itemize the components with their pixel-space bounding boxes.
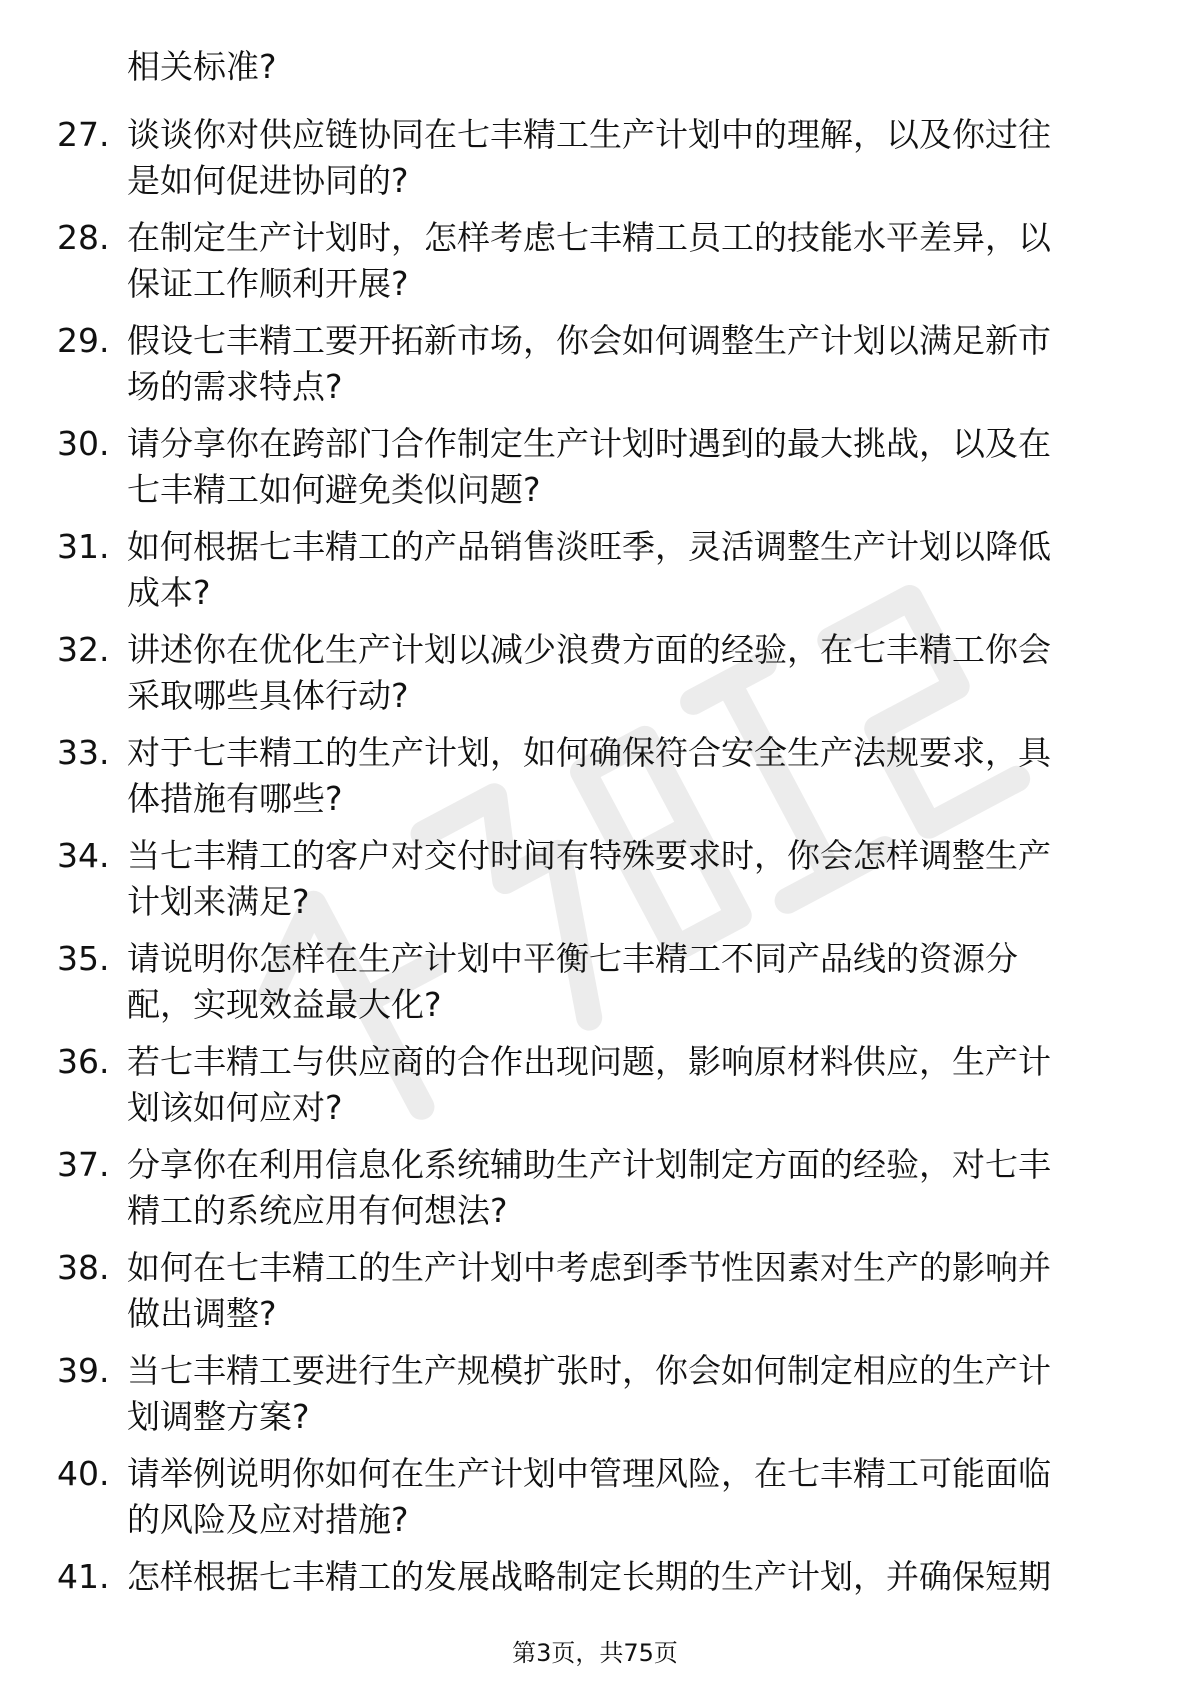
question-text-line: 成本? — [127, 573, 211, 612]
question-text — [127, 936, 1107, 1028]
question-text — [127, 1142, 1107, 1234]
question-text-line: 场的需求特点? — [127, 367, 343, 406]
question-text — [127, 627, 1107, 719]
question-text-line: 体措施有哪些? — [127, 779, 343, 818]
question-text-line: 若七丰精工与供应商的合作出现问题，影响原材料供应，生产计 — [127, 1042, 1051, 1081]
question-item — [0, 833, 1190, 936]
question-text-line: 怎样根据七丰精工的发展战略制定长期的生产计划，并确保短期 — [127, 1557, 1051, 1596]
question-number: 33. — [57, 733, 110, 772]
question-item — [0, 1348, 1190, 1451]
question-number: 27. — [57, 115, 110, 154]
question-item — [0, 524, 1190, 627]
question-text — [127, 1039, 1107, 1131]
question-number: 35. — [57, 939, 110, 978]
question-text-line: 当七丰精工要进行生产规模扩张时，你会如何制定相应的生产计 — [127, 1351, 1051, 1390]
question-text-line: 当七丰精工的客户对交付时间有特殊要求时，你会怎样调整生产 — [127, 836, 1051, 875]
question-number: 38. — [57, 1248, 110, 1287]
question-text-line: 假设七丰精工要开拓新市场，你会如何调整生产计划以满足新市 — [127, 321, 1051, 360]
continued-question-text: 相关标准? — [127, 47, 277, 86]
question-item — [0, 318, 1190, 421]
question-text-line: 的风险及应对措施? — [127, 1500, 409, 1539]
question-text — [127, 318, 1107, 410]
question-number: 39. — [57, 1351, 110, 1390]
question-text-line: 划该如何应对? — [127, 1088, 343, 1127]
question-text — [127, 1554, 1107, 1600]
question-item — [0, 215, 1190, 318]
question-text — [127, 1348, 1107, 1440]
question-text-line: 谈谈你对供应链协同在七丰精工生产计划中的理解，以及你过往 — [127, 115, 1051, 154]
question-item — [0, 421, 1190, 524]
question-number: 29. — [57, 321, 110, 360]
question-text-line: 请举例说明你如何在生产计划中管理风险，在七丰精工可能面临 — [127, 1454, 1051, 1493]
question-number: 31. — [57, 527, 110, 566]
question-item — [0, 1039, 1190, 1142]
question-text — [127, 524, 1107, 616]
question-text — [127, 112, 1107, 204]
question-text-line: 分享你在利用信息化系统辅助生产计划制定方面的经验，对七丰 — [127, 1145, 1051, 1184]
question-number: 41. — [57, 1557, 110, 1596]
question-number: 28. — [57, 218, 110, 257]
question-item — [0, 627, 1190, 730]
question-text-line: 讲述你在优化生产计划以减少浪费方面的经验，在七丰精工你会 — [127, 630, 1051, 669]
question-text-line: 七丰精工如何避免类似问题? — [127, 470, 541, 509]
question-list — [0, 112, 1190, 1657]
question-text-line: 如何在七丰精工的生产计划中考虑到季节性因素对生产的影响并 — [127, 1248, 1051, 1287]
question-number: 36. — [57, 1042, 110, 1081]
question-text — [127, 1451, 1107, 1543]
question-item — [0, 730, 1190, 833]
question-text — [127, 730, 1107, 822]
question-item — [0, 1142, 1190, 1245]
question-text-line: 采取哪些具体行动? — [127, 676, 409, 715]
question-text-line: 请说明你怎样在生产计划中平衡七丰精工不同产品线的资源分 — [127, 939, 1018, 978]
question-text — [127, 215, 1107, 307]
question-text-line: 在制定生产计划时，怎样考虑七丰精工员工的技能水平差异，以 — [127, 218, 1051, 257]
question-text-line: 划调整方案? — [127, 1397, 310, 1436]
question-number: 40. — [57, 1454, 110, 1493]
question-text-line: 对于七丰精工的生产计划，如何确保符合安全生产法规要求，具 — [127, 733, 1051, 772]
question-text-line: 请分享你在跨部门合作制定生产计划时遇到的最大挑战，以及在 — [127, 424, 1051, 463]
page-footer: 第3页，共75页 — [512, 1639, 678, 1667]
question-item — [0, 936, 1190, 1039]
question-text-line: 精工的系统应用有何想法? — [127, 1191, 508, 1230]
question-text-line: 配，实现效益最大化? — [127, 985, 442, 1024]
question-text-line: 做出调整? — [127, 1294, 277, 1333]
question-text-line: 保证工作顺利开展? — [127, 264, 409, 303]
question-text — [127, 833, 1107, 925]
question-text-line: 计划来满足? — [127, 882, 310, 921]
question-number: 34. — [57, 836, 110, 875]
question-item — [0, 1245, 1190, 1348]
question-text — [127, 421, 1107, 513]
question-number: 37. — [57, 1145, 110, 1184]
question-text-line: 是如何促进协同的? — [127, 161, 409, 200]
question-text-line: 如何根据七丰精工的产品销售淡旺季，灵活调整生产计划以降低 — [127, 527, 1051, 566]
question-item — [0, 112, 1190, 215]
question-text — [127, 1245, 1107, 1337]
question-number: 30. — [57, 424, 110, 463]
question-item — [0, 1451, 1190, 1554]
question-number: 32. — [57, 630, 110, 669]
